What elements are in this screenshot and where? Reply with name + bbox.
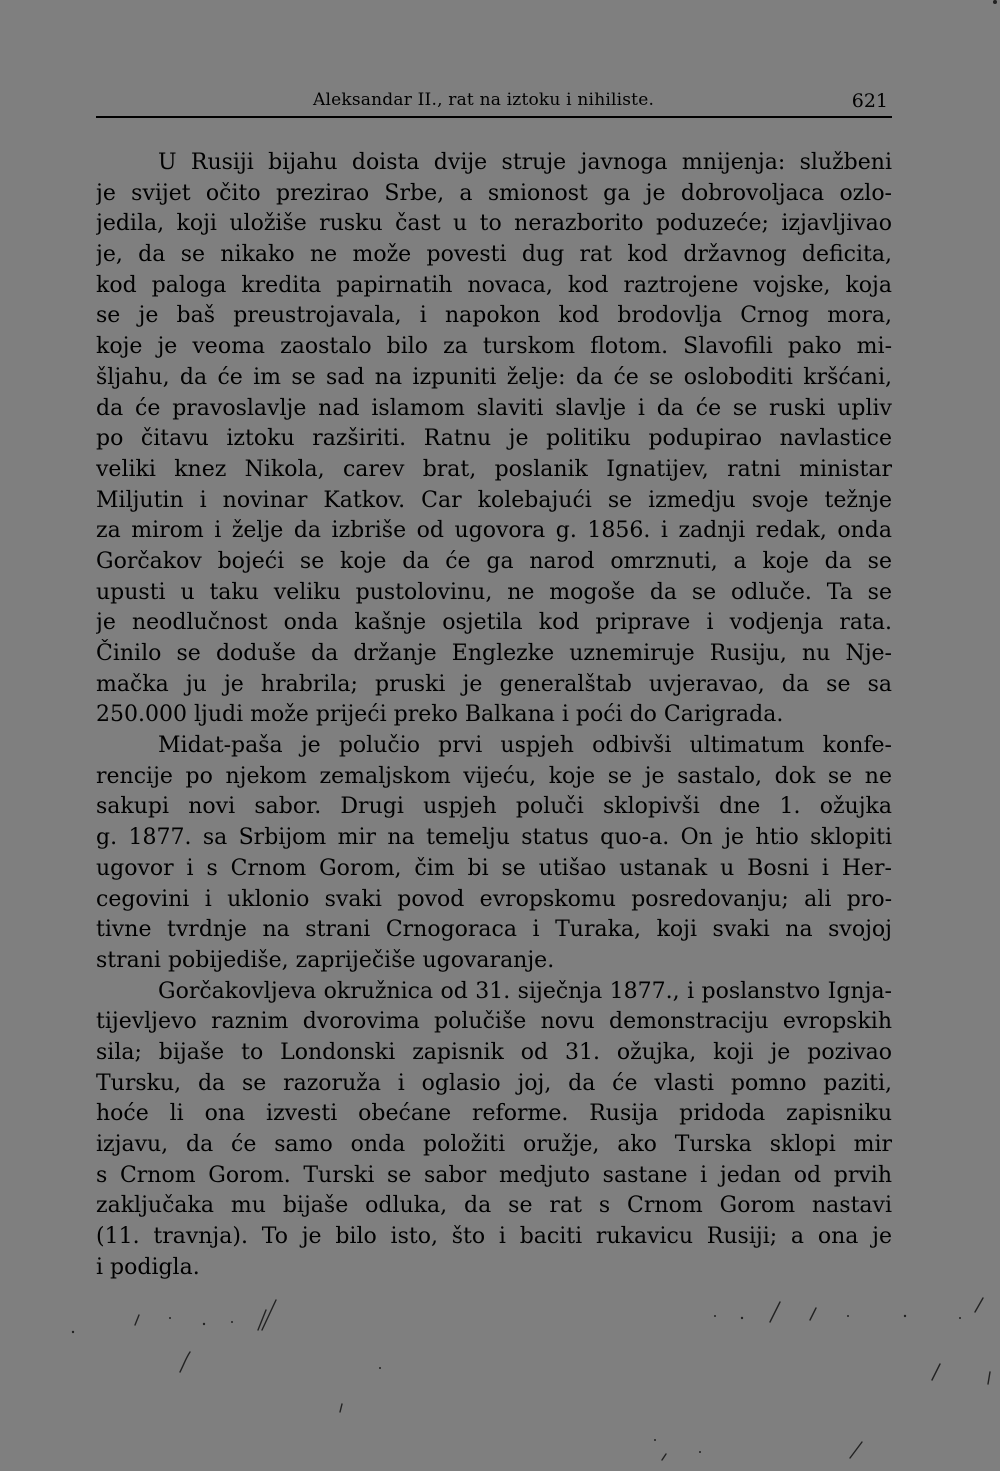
text-line: s Crnom Gorom. Turski se sabor medjuto sastane i jedan od prvih bbox=[96, 1162, 892, 1188]
text-line: (11. travnja). To je bilo isto, što i baciti rukavicu Rusiji; a ona je bbox=[96, 1224, 892, 1250]
text-line: izjavu, da će samo onda položiti oružje, ako Turska sklopi mir bbox=[96, 1132, 892, 1157]
text-line: za mirom i želje da izbriše od ugovora g. 1856. i zadnji redak, onda bbox=[96, 518, 892, 544]
text-line: mačka ju je hrabrila; pruski je generalštab uvjeravao, da se sa bbox=[96, 671, 892, 697]
text-line: se je baš preustrojavala, i napokon kod brodovlja Crnog mora, bbox=[96, 303, 892, 329]
text-line: i podigla. bbox=[96, 1254, 200, 1280]
body-text bbox=[96, 148, 892, 1283]
text-line: koje je veoma zaostalo bilo za turskom flotom. Slavofili pako mi- bbox=[96, 334, 892, 360]
text-line: Činilo se doduše da držanje Englezke uznemiruje Rusiju, nu Nje- bbox=[96, 641, 892, 666]
text-line: kod paloga kredita papirnatih novaca, kod raztrojene vojske, koja bbox=[96, 272, 892, 298]
text-line: šljahu, da će im se sad na izpuniti želje: da će se osloboditi kršćani, bbox=[96, 364, 892, 390]
text-line: tijevljevo raznim dvorovima polučiše novu demonstraciju evropskih bbox=[96, 1009, 892, 1035]
text-line: strani pobijediše, zapriječiše ugovaranje. bbox=[96, 947, 555, 973]
page-number: 621 bbox=[851, 90, 888, 112]
text-line: Gorčakovljeva okružnica od 31. siječnja 1877., i poslanstvo Ignja- bbox=[158, 978, 892, 1004]
text-line: po čitavu iztoku razširiti. Ratnu je politiku podupirao navlastice bbox=[96, 426, 892, 452]
running-head: Aleksandar II., rat na iztoku i nihiliste. bbox=[313, 90, 655, 110]
text-line: rencije po njekom zemaljskom vijeću, koje se je sastalo, dok se ne bbox=[96, 763, 892, 789]
text-line: Gorčakov bojeći se koje da će ga narod omrznuti, a koje da se bbox=[96, 548, 892, 574]
text-line: hoće li ona izvesti obećane reforme. Rusija pridoda zapisniku bbox=[96, 1101, 892, 1127]
text-line: je svijet očito prezirao Srbe, a smionost ga je dobrovoljaca ozlo- bbox=[96, 180, 892, 206]
text-line: Tursku, da se razoruža i oglasio joj, da će vlasti pomno paziti, bbox=[96, 1070, 892, 1096]
text-line: ugovor i s Crnom Gorom, čim bi se utišao ustanak u Bosni i Her- bbox=[96, 855, 892, 881]
text-line: Midat-paša je polučio prvi uspjeh odbivši ultimatum konfe- bbox=[158, 733, 892, 759]
text-line: Miljutin i novinar Katkov. Car kolebajući se izmedju svoje težnje bbox=[96, 487, 892, 513]
text-line: U Rusiji bijahu doista dvije struje javnoga mnijenja: službeni bbox=[158, 150, 892, 175]
page-header bbox=[96, 88, 892, 118]
text-line: sila; bijaše to Londonski zapisnik od 31. ožujka, koji je pozivao bbox=[96, 1039, 892, 1065]
text-line: g. 1877. sa Srbijom mir na temelju status quo-a. On je htio sklopiti bbox=[96, 825, 892, 851]
text-line: upusti u taku veliku pustolovinu, ne mogoše da se odluče. Ta se bbox=[96, 579, 892, 605]
text-line: sakupi novi sabor. Drugi uspjeh poluči sklopivši dne 1. ožujka bbox=[96, 794, 892, 820]
text-line: zaključaka mu bijaše odluka, da se rat s Crnom Gorom nastavi bbox=[96, 1193, 892, 1219]
text-line: je, da se nikako ne može povesti dug rat kod državnog deficita, bbox=[96, 242, 892, 268]
text-line: da će pravoslavlje nad islamom slaviti slavlje i da će se ruski upliv bbox=[96, 395, 892, 421]
text-line: 250.000 ljudi može prijeći preko Balkana i poći do Carigrada. bbox=[96, 702, 784, 728]
text-line: tivne tvrdnje na strani Crnogoraca i Turaka, koji svaki na svojoj bbox=[96, 917, 892, 943]
text-line: je neodlučnost onda kašnje osjetila kod priprave i vodjenja rata. bbox=[96, 610, 892, 636]
text-line: cegovini i uklonio svaki povod evropskomu posredovanju; ali pro- bbox=[96, 886, 892, 912]
text-line: jedila, koji uložiše rusku čast u to nerazborito poduzeće; izjavljivao bbox=[96, 211, 892, 237]
text-line: veliki knez Nikola, carev brat, poslanik Ignatijev, ratni ministar bbox=[96, 456, 892, 482]
header-rule bbox=[96, 116, 892, 118]
